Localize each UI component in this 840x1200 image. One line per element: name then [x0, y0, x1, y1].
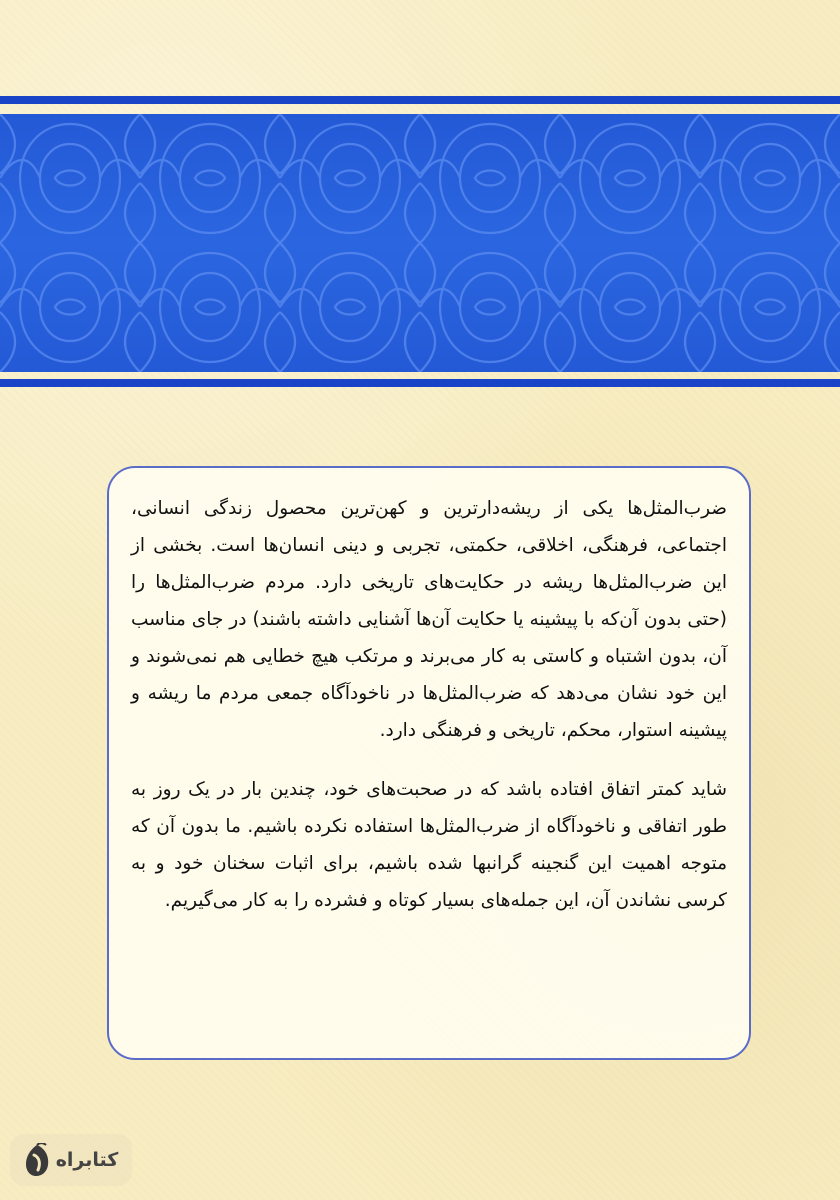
- paragraph-2: شاید کمتر اتفاق افتاده باشد که در صحبت‌های خود، چندین بار در یک روز به طور اتفاقی و ناخودآگاه از ضرب‌المثل‌ها استفاده نکرده باشیم. ما بدون آن که متوجه اهمیت این گنجینه گرانبها شده باشیم، برای اثبات سخنان خود و به کرسی نشاندن آن، این جمله‌های بسیار کوتاه و فشرده را به کار می‌گیریم.: [131, 779, 727, 911]
- bottom-blue-rule: [0, 379, 840, 387]
- header-decorative-band: [0, 96, 840, 396]
- ornamental-pattern-band: [0, 114, 840, 372]
- ketabrah-logo: [10, 1134, 132, 1186]
- top-blue-rule: [0, 96, 840, 104]
- arabesque-pattern: [0, 114, 840, 372]
- paragraph-1: ضرب‌المثل‌ها یکی از ریشه‌دارترین و کهن‌ترین محصول زندگی انسانی، اجتماعی، فرهنگی، اخلاقی، حکمتی، تجربی و دینی انسان‌ها است. بخشی از این ضرب‌المثل‌ها ریشه در حکایت‌های تاریخی دارد. مردم ضرب‌المثل‌ها را (حتی بدون آن‌که با پیشینه یا حکایت آن‌ها آشنایی داشته باشند) در جای مناسب آن، بدون اشتباه و کاستی به کار می‌برند و مرتکب هیچ خطایی هم نمی‌شوند و این خود نشان می‌دهد که ضرب‌المثل‌ها در ناخودآگاه جمعی مردم ما ریشه و پیشینه استوار، محکم، تاریخی و فرهنگی دارد.: [131, 498, 727, 741]
- leaf-logo-icon: [24, 1143, 50, 1177]
- text-frame: [107, 466, 751, 1060]
- logo-text: کتابراه: [55, 1149, 119, 1171]
